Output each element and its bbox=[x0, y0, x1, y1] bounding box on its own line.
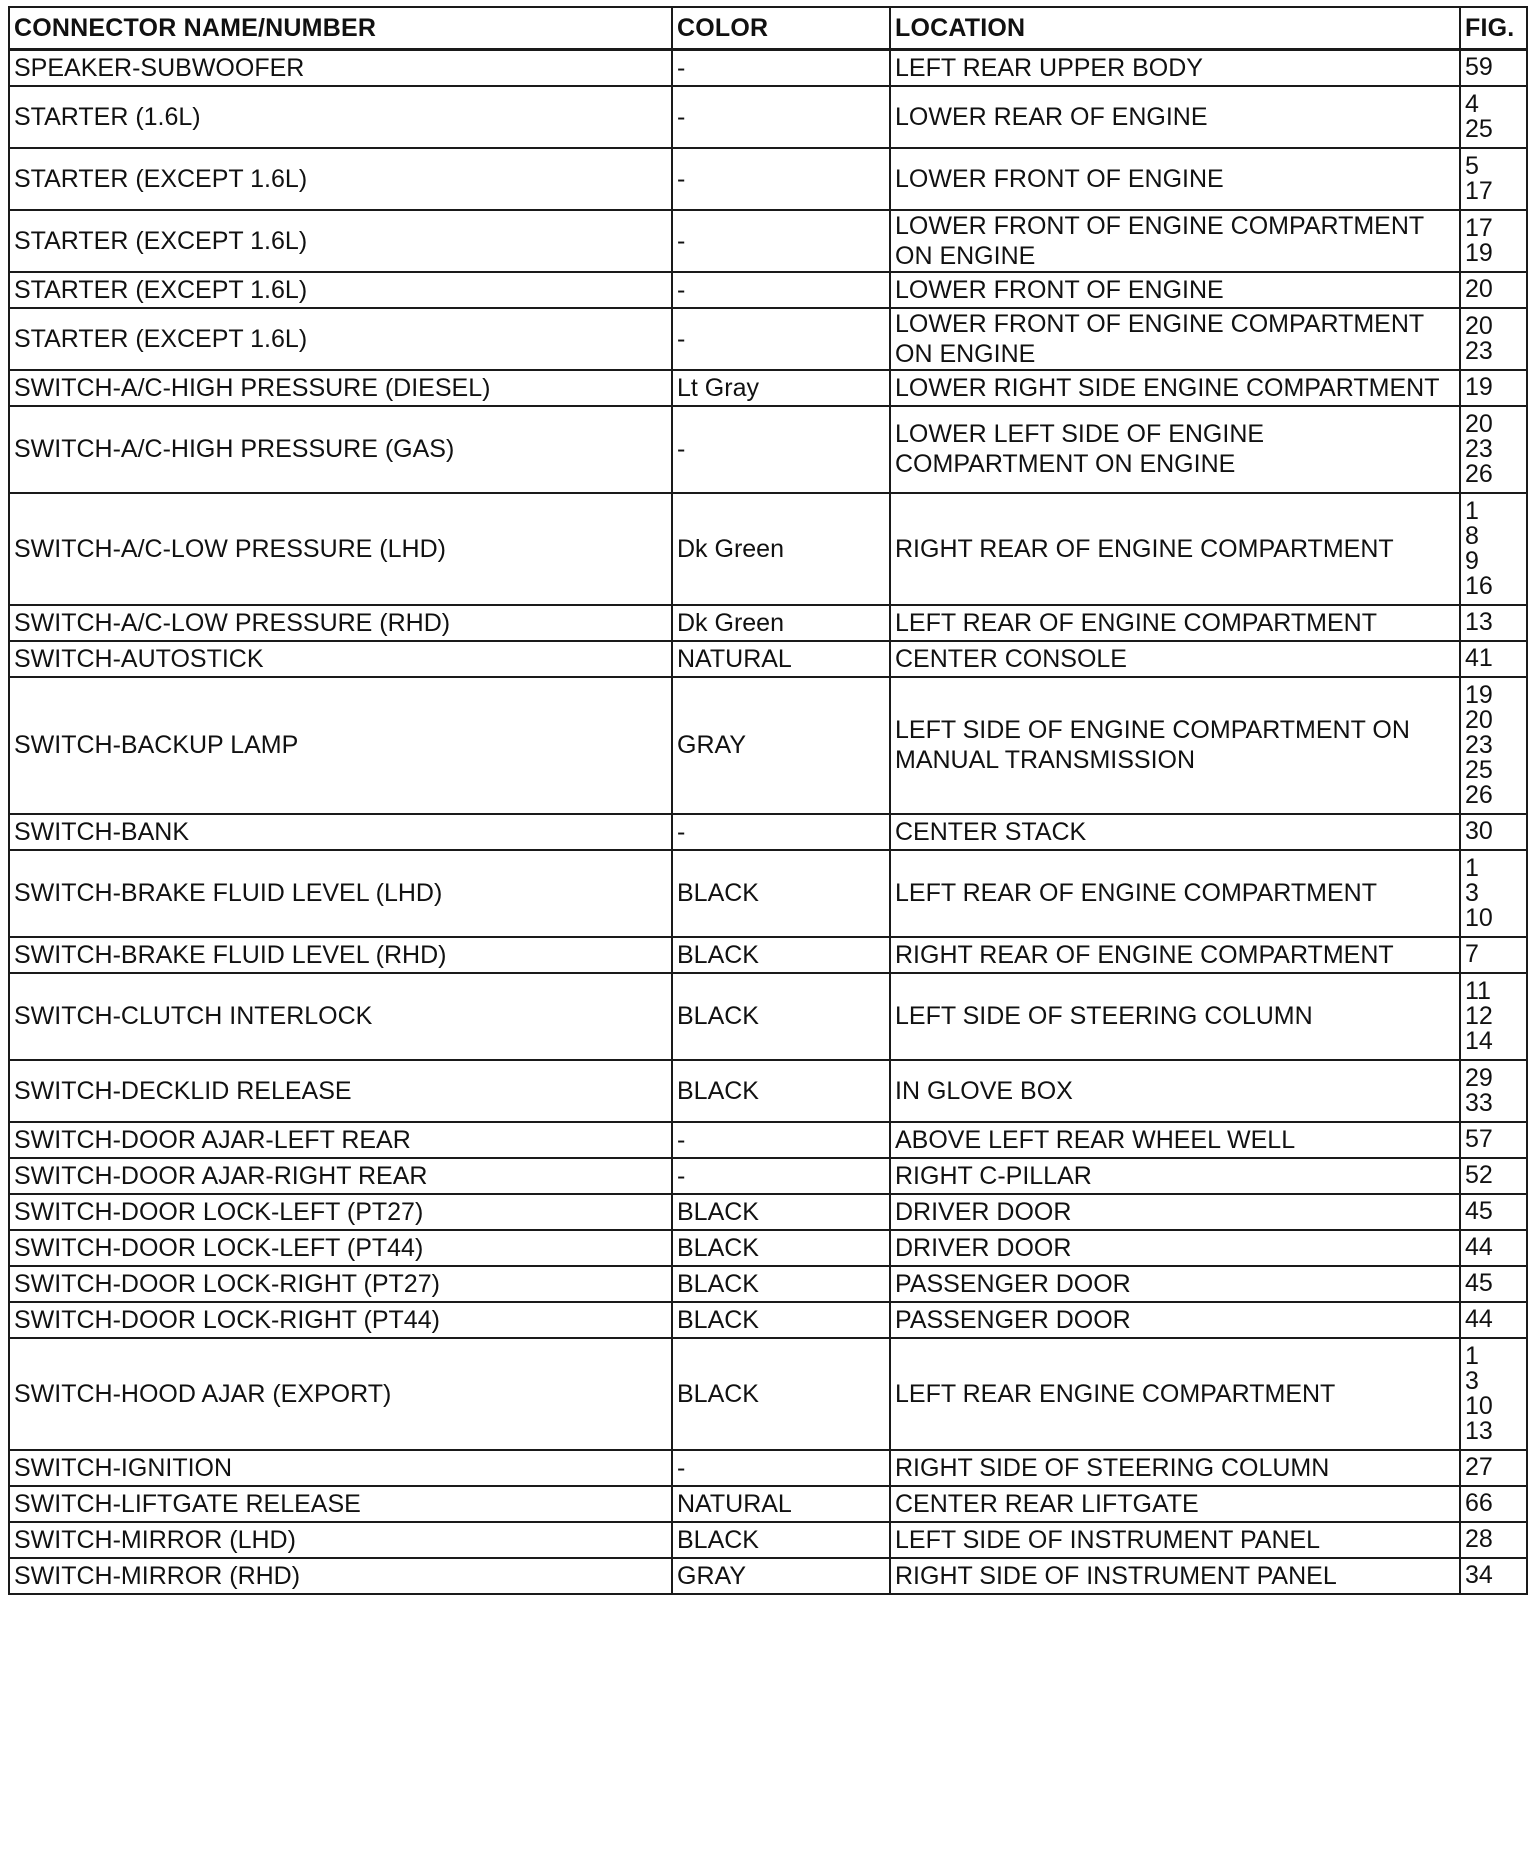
location-cell: LOWER FRONT OF ENGINE COMPARTMENT ON ENGINE bbox=[890, 308, 1460, 370]
figure-number: 12 bbox=[1465, 1001, 1493, 1030]
table-row bbox=[9, 1558, 1527, 1594]
figure-number: 27 bbox=[1465, 1453, 1493, 1481]
figure-number: 33 bbox=[1465, 1088, 1493, 1117]
table-row bbox=[9, 50, 1527, 86]
figure-number: 4 bbox=[1465, 89, 1479, 118]
table-row bbox=[9, 1194, 1527, 1230]
figure-cell bbox=[1460, 148, 1527, 210]
table-row bbox=[9, 1338, 1527, 1450]
connector-name-cell: SWITCH-DOOR AJAR-LEFT REAR bbox=[9, 1122, 672, 1158]
figure-number: 1 bbox=[1465, 496, 1479, 525]
figure-cell bbox=[1460, 1122, 1527, 1158]
table-row bbox=[9, 1266, 1527, 1302]
figure-cell bbox=[1460, 1522, 1527, 1558]
connector-name-cell: SPEAKER-SUBWOOFER bbox=[9, 50, 672, 86]
connector-name-cell: SWITCH-BRAKE FLUID LEVEL (RHD) bbox=[9, 937, 672, 973]
figure-number: 13 bbox=[1465, 1416, 1493, 1445]
location-cell: CENTER REAR LIFTGATE bbox=[890, 1486, 1460, 1522]
figure-number: 41 bbox=[1465, 644, 1493, 672]
connector-name-cell: SWITCH-DECKLID RELEASE bbox=[9, 1060, 672, 1122]
figure-number: 57 bbox=[1465, 1125, 1493, 1153]
header-connector-name: CONNECTOR NAME/NUMBER bbox=[9, 7, 672, 50]
connector-table-page bbox=[8, 6, 1528, 1595]
figure-cell bbox=[1460, 814, 1527, 850]
table-row bbox=[9, 1522, 1527, 1558]
table-row bbox=[9, 641, 1527, 677]
location-cell: CENTER CONSOLE bbox=[890, 641, 1460, 677]
table-row bbox=[9, 1450, 1527, 1486]
figure-number: 29 bbox=[1465, 1063, 1493, 1092]
connector-name-cell: SWITCH-A/C-LOW PRESSURE (LHD) bbox=[9, 493, 672, 605]
figure-number: 23 bbox=[1465, 434, 1493, 463]
location-cell: LOWER FRONT OF ENGINE bbox=[890, 272, 1460, 308]
connector-name-cell: SWITCH-AUTOSTICK bbox=[9, 641, 672, 677]
color-cell: BLACK bbox=[672, 937, 890, 973]
connector-name-cell: SWITCH-DOOR LOCK-RIGHT (PT44) bbox=[9, 1302, 672, 1338]
location-cell: RIGHT REAR OF ENGINE COMPARTMENT bbox=[890, 493, 1460, 605]
figure-number: 8 bbox=[1465, 521, 1479, 550]
connector-name-cell: SWITCH-DOOR AJAR-RIGHT REAR bbox=[9, 1158, 672, 1194]
table-row bbox=[9, 1158, 1527, 1194]
figure-cell bbox=[1460, 677, 1527, 814]
figure-cell bbox=[1460, 1230, 1527, 1266]
figure-cell bbox=[1460, 1338, 1527, 1450]
figure-number: 16 bbox=[1465, 571, 1493, 600]
table-row bbox=[9, 272, 1527, 308]
color-cell: - bbox=[672, 272, 890, 308]
figure-cell bbox=[1460, 850, 1527, 937]
figure-number: 23 bbox=[1465, 730, 1493, 759]
location-cell: LOWER LEFT SIDE OF ENGINE COMPARTMENT ON ENGINE bbox=[890, 406, 1460, 493]
color-cell: - bbox=[672, 1158, 890, 1194]
figure-number: 26 bbox=[1465, 459, 1493, 488]
figure-cell bbox=[1460, 1194, 1527, 1230]
figure-cell bbox=[1460, 1060, 1527, 1122]
figure-number: 10 bbox=[1465, 903, 1493, 932]
figure-cell bbox=[1460, 1486, 1527, 1522]
figure-number: 25 bbox=[1465, 114, 1493, 143]
location-cell: LEFT REAR OF ENGINE COMPARTMENT bbox=[890, 850, 1460, 937]
color-cell: BLACK bbox=[672, 1194, 890, 1230]
figure-number: 20 bbox=[1465, 409, 1493, 438]
figure-number: 20 bbox=[1465, 705, 1493, 734]
color-cell: - bbox=[672, 1450, 890, 1486]
color-cell: GRAY bbox=[672, 677, 890, 814]
figure-number: 20 bbox=[1465, 311, 1493, 340]
figure-cell bbox=[1460, 1158, 1527, 1194]
header-location: LOCATION bbox=[890, 7, 1460, 50]
location-cell: PASSENGER DOOR bbox=[890, 1266, 1460, 1302]
table-row bbox=[9, 937, 1527, 973]
color-cell: - bbox=[672, 86, 890, 148]
figure-number: 9 bbox=[1465, 546, 1479, 575]
figure-number: 11 bbox=[1465, 976, 1491, 1005]
connector-name-cell: SWITCH-DOOR LOCK-LEFT (PT27) bbox=[9, 1194, 672, 1230]
color-cell: BLACK bbox=[672, 1266, 890, 1302]
connector-name-cell: SWITCH-A/C-LOW PRESSURE (RHD) bbox=[9, 605, 672, 641]
color-cell: BLACK bbox=[672, 1338, 890, 1450]
figure-number: 5 bbox=[1465, 151, 1479, 180]
location-cell: LEFT REAR UPPER BODY bbox=[890, 50, 1460, 86]
table-row bbox=[9, 493, 1527, 605]
figure-number: 1 bbox=[1465, 853, 1479, 882]
location-cell: DRIVER DOOR bbox=[890, 1194, 1460, 1230]
color-cell: BLACK bbox=[672, 1302, 890, 1338]
figure-number: 28 bbox=[1465, 1525, 1493, 1553]
figure-cell bbox=[1460, 1450, 1527, 1486]
figure-number: 19 bbox=[1465, 680, 1493, 709]
location-cell: LEFT SIDE OF ENGINE COMPARTMENT ON MANUAL TRANSMISSION bbox=[890, 677, 1460, 814]
location-cell: RIGHT SIDE OF INSTRUMENT PANEL bbox=[890, 1558, 1460, 1594]
figure-cell bbox=[1460, 605, 1527, 641]
figure-number: 14 bbox=[1465, 1026, 1493, 1055]
location-cell: RIGHT REAR OF ENGINE COMPARTMENT bbox=[890, 937, 1460, 973]
location-cell: LEFT SIDE OF INSTRUMENT PANEL bbox=[890, 1522, 1460, 1558]
table-row bbox=[9, 370, 1527, 406]
figure-number: 13 bbox=[1465, 608, 1493, 636]
connector-name-cell: STARTER (EXCEPT 1.6L) bbox=[9, 210, 672, 272]
figure-number: 7 bbox=[1465, 940, 1479, 968]
table-row bbox=[9, 973, 1527, 1060]
connector-name-cell: SWITCH-MIRROR (LHD) bbox=[9, 1522, 672, 1558]
connector-name-cell: SWITCH-LIFTGATE RELEASE bbox=[9, 1486, 672, 1522]
location-cell: RIGHT C-PILLAR bbox=[890, 1158, 1460, 1194]
location-cell: LOWER FRONT OF ENGINE bbox=[890, 148, 1460, 210]
color-cell: - bbox=[672, 148, 890, 210]
figure-number: 52 bbox=[1465, 1161, 1493, 1189]
table-row bbox=[9, 86, 1527, 148]
table-row bbox=[9, 814, 1527, 850]
color-cell: - bbox=[672, 308, 890, 370]
location-cell: DRIVER DOOR bbox=[890, 1230, 1460, 1266]
connector-location-table bbox=[8, 6, 1528, 1595]
figure-number: 20 bbox=[1465, 275, 1493, 303]
color-cell: - bbox=[672, 406, 890, 493]
figure-cell bbox=[1460, 1302, 1527, 1338]
figure-cell bbox=[1460, 937, 1527, 973]
location-cell: LEFT REAR ENGINE COMPARTMENT bbox=[890, 1338, 1460, 1450]
color-cell: BLACK bbox=[672, 1522, 890, 1558]
connector-name-cell: SWITCH-A/C-HIGH PRESSURE (DIESEL) bbox=[9, 370, 672, 406]
connector-name-cell: SWITCH-MIRROR (RHD) bbox=[9, 1558, 672, 1594]
figure-cell bbox=[1460, 493, 1527, 605]
color-cell: Dk Green bbox=[672, 605, 890, 641]
location-cell: IN GLOVE BOX bbox=[890, 1060, 1460, 1122]
table-row bbox=[9, 605, 1527, 641]
color-cell: BLACK bbox=[672, 850, 890, 937]
connector-name-cell: SWITCH-DOOR LOCK-RIGHT (PT27) bbox=[9, 1266, 672, 1302]
table-row bbox=[9, 1122, 1527, 1158]
figure-number: 30 bbox=[1465, 817, 1493, 845]
location-cell: LEFT SIDE OF STEERING COLUMN bbox=[890, 973, 1460, 1060]
color-cell: - bbox=[672, 210, 890, 272]
figure-number: 66 bbox=[1465, 1489, 1493, 1517]
connector-name-cell: STARTER (EXCEPT 1.6L) bbox=[9, 272, 672, 308]
figure-cell bbox=[1460, 1266, 1527, 1302]
connector-name-cell: SWITCH-IGNITION bbox=[9, 1450, 672, 1486]
figure-cell bbox=[1460, 973, 1527, 1060]
table-row bbox=[9, 210, 1527, 272]
header-color: COLOR bbox=[672, 7, 890, 50]
location-cell: LOWER FRONT OF ENGINE COMPARTMENT ON ENGINE bbox=[890, 210, 1460, 272]
table-row bbox=[9, 308, 1527, 370]
figure-number: 17 bbox=[1465, 176, 1493, 205]
figure-number: 59 bbox=[1465, 53, 1493, 82]
location-cell: ABOVE LEFT REAR WHEEL WELL bbox=[890, 1122, 1460, 1158]
location-cell: LOWER REAR OF ENGINE bbox=[890, 86, 1460, 148]
connector-name-cell: SWITCH-BACKUP LAMP bbox=[9, 677, 672, 814]
color-cell: GRAY bbox=[672, 1558, 890, 1594]
figure-cell bbox=[1460, 308, 1527, 370]
location-cell: LOWER RIGHT SIDE ENGINE COMPARTMENT bbox=[890, 370, 1460, 406]
table-row bbox=[9, 1060, 1527, 1122]
table-row bbox=[9, 1486, 1527, 1522]
figure-cell bbox=[1460, 210, 1527, 272]
figure-number: 44 bbox=[1465, 1233, 1493, 1261]
connector-name-cell: STARTER (1.6L) bbox=[9, 86, 672, 148]
table-row bbox=[9, 677, 1527, 814]
location-cell: RIGHT SIDE OF STEERING COLUMN bbox=[890, 1450, 1460, 1486]
connector-name-cell: SWITCH-BRAKE FLUID LEVEL (LHD) bbox=[9, 850, 672, 937]
connector-name-cell: SWITCH-HOOD AJAR (EXPORT) bbox=[9, 1338, 672, 1450]
figure-number: 19 bbox=[1465, 373, 1493, 401]
color-cell: Dk Green bbox=[672, 493, 890, 605]
figure-number: 25 bbox=[1465, 755, 1493, 784]
table-row bbox=[9, 850, 1527, 937]
header-figure: FIG. bbox=[1460, 7, 1527, 50]
connector-name-cell: SWITCH-BANK bbox=[9, 814, 672, 850]
connector-name-cell: SWITCH-DOOR LOCK-LEFT (PT44) bbox=[9, 1230, 672, 1266]
location-cell: PASSENGER DOOR bbox=[890, 1302, 1460, 1338]
figure-number: 34 bbox=[1465, 1561, 1493, 1589]
figure-number: 17 bbox=[1465, 213, 1493, 242]
figure-number: 10 bbox=[1465, 1391, 1493, 1420]
figure-cell bbox=[1460, 406, 1527, 493]
color-cell: NATURAL bbox=[672, 1486, 890, 1522]
connector-name-cell: STARTER (EXCEPT 1.6L) bbox=[9, 308, 672, 370]
table-row bbox=[9, 1302, 1527, 1338]
figure-number: 1 bbox=[1465, 1341, 1479, 1370]
figure-cell bbox=[1460, 1558, 1527, 1594]
figure-number: 23 bbox=[1465, 336, 1493, 365]
color-cell: BLACK bbox=[672, 973, 890, 1060]
color-cell: BLACK bbox=[672, 1060, 890, 1122]
figure-number: 45 bbox=[1465, 1197, 1493, 1225]
figure-cell bbox=[1460, 272, 1527, 308]
location-cell: LEFT REAR OF ENGINE COMPARTMENT bbox=[890, 605, 1460, 641]
location-cell: CENTER STACK bbox=[890, 814, 1460, 850]
figure-number: 19 bbox=[1465, 238, 1493, 267]
figure-number: 45 bbox=[1465, 1269, 1493, 1297]
color-cell: BLACK bbox=[672, 1230, 890, 1266]
table-header-row bbox=[9, 7, 1527, 50]
figure-number: 3 bbox=[1465, 1366, 1479, 1395]
figure-cell bbox=[1460, 370, 1527, 406]
table-row bbox=[9, 1230, 1527, 1266]
color-cell: - bbox=[672, 814, 890, 850]
connector-name-cell: SWITCH-CLUTCH INTERLOCK bbox=[9, 973, 672, 1060]
figure-number: 44 bbox=[1465, 1305, 1493, 1333]
figure-cell bbox=[1460, 86, 1527, 148]
color-cell: - bbox=[672, 1122, 890, 1158]
color-cell: - bbox=[672, 50, 890, 86]
figure-number: 3 bbox=[1465, 878, 1479, 907]
figure-cell bbox=[1460, 641, 1527, 677]
color-cell: Lt Gray bbox=[672, 370, 890, 406]
table-row bbox=[9, 406, 1527, 493]
figure-cell bbox=[1460, 50, 1527, 86]
color-cell: NATURAL bbox=[672, 641, 890, 677]
table-row bbox=[9, 148, 1527, 210]
connector-name-cell: STARTER (EXCEPT 1.6L) bbox=[9, 148, 672, 210]
connector-name-cell: SWITCH-A/C-HIGH PRESSURE (GAS) bbox=[9, 406, 672, 493]
figure-number: 26 bbox=[1465, 780, 1493, 809]
